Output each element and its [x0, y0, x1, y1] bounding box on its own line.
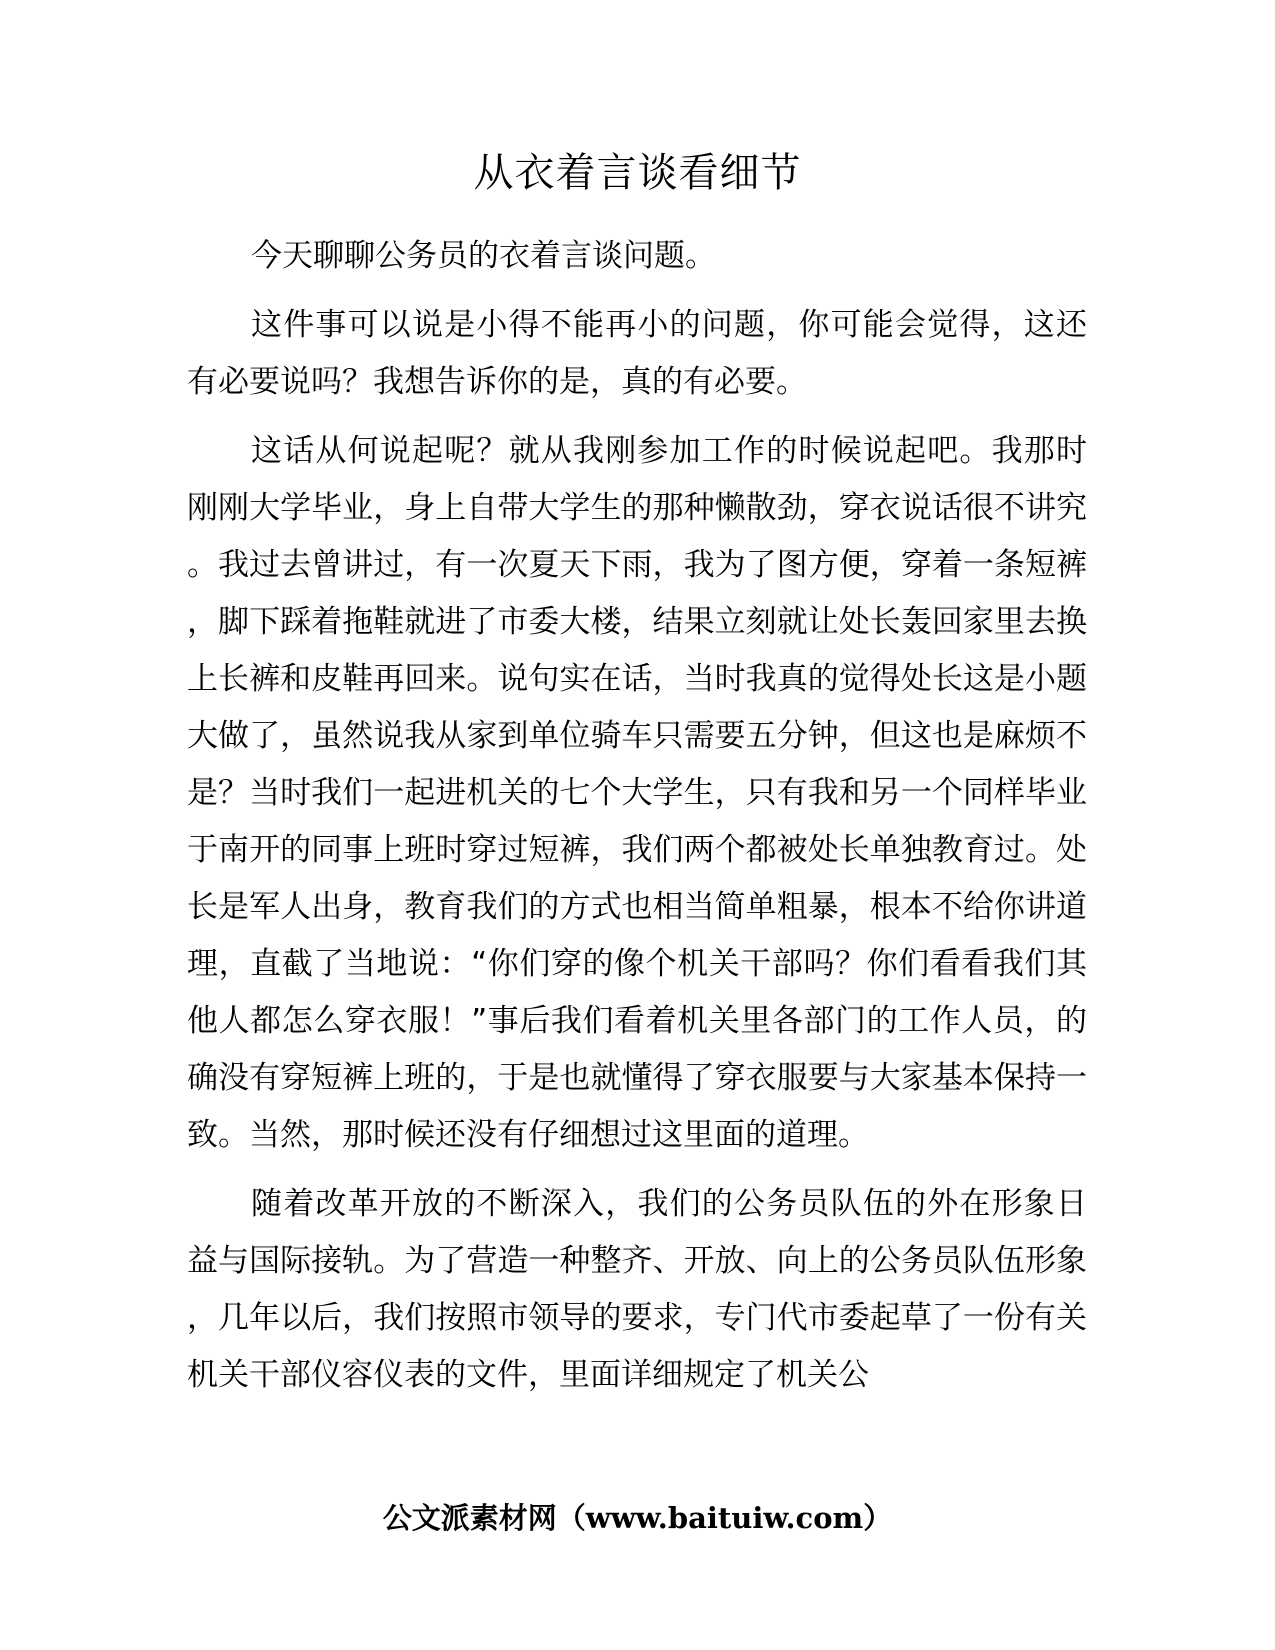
paragraph-2: 这件事可以说是小得不能再小的问题，你可能会觉得，这还有必要说吗？我想告诉你的是，真的有必要。: [187, 307, 1087, 400]
document-body: [187, 228, 1087, 1416]
document-title: 从衣着言谈看细节: [473, 150, 802, 196]
paragraph-3: 这话从何说起呢？就从我刚参加工作的时候说起吧。我那时刚刚大学毕业，身上自带大学生的那种懒散劲，穿衣说话很不讲究。我过去曾讲过，有一次夏天下雨，我为了图方便，穿着一条短裤，脚下踩着拖鞋就进了市委大楼，结果立刻就让处长轰回家里去换上长裤和皮鞋再回来。说句实在话，当时我真的觉得处长这是小题大做了，虽然说我从家到单位骑车只需要五分钟，但这也是麻烦不是？当时我们一起进机关的七个大学生，只有我和另一个同样毕业于南开的同事上班时穿过短裤，我们两个都被处长单独教育过。处长是军人出身，教育我们的方式也相当简单粗暴，根本不给你讲道理，直截了当地说：“你们穿的像个机关干部吗？你们看看我们其他人都怎么穿衣服！”事后我们看着机关里各部门的工作人员，的确没有穿短裤上班的，于是也就懂得了穿衣服要与大家基本保持一致。当然，那时候还没有仔细想过这里面的道理。: [187, 433, 1087, 1153]
paragraph-1: 今天聊聊公务员的衣着言谈问题。: [251, 238, 716, 274]
paragraph-4: 随着改革开放的不断深入，我们的公务员队伍的外在形象日益与国际接轨。为了营造一种整齐、开放、向上的公务员队伍形象，几年以后，我们按照市领导的要求，专门代市委起草了一份有关机关干部仪容仪表的文件，里面详细规定了机关公: [187, 1186, 1087, 1393]
page-footer: 公文派素材网（www.baituiw.com）: [382, 1501, 893, 1535]
